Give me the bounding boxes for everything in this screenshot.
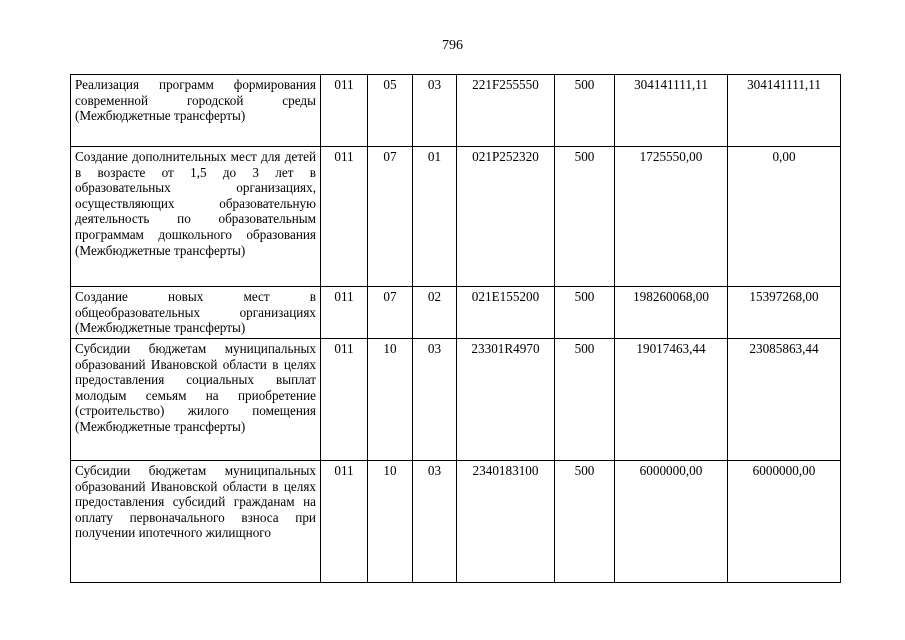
section-code-cell: 10 bbox=[368, 339, 413, 461]
amount-year1-cell: 198260068,00 bbox=[615, 287, 728, 339]
target-article-cell: 221F255550 bbox=[457, 75, 555, 147]
target-article-cell: 021E155200 bbox=[457, 287, 555, 339]
grbs-code-cell: 011 bbox=[321, 287, 368, 339]
section-code-cell: 07 bbox=[368, 287, 413, 339]
row-name-cell: Субсидии бюджетам муниципальных образований Ивановской области в целях предоставления социальных выплат молодым семьям на приобретение (строительство) жилого помещения (Межбюджетные трансферты) bbox=[71, 339, 321, 461]
grbs-code-cell: 011 bbox=[321, 147, 368, 287]
row-name-cell: Субсидии бюджетам муниципальных образований Ивановской области в целях предоставления субсидий гражданам на оплату первоначального взноса при получении ипотечного жилищного bbox=[71, 461, 321, 583]
row-name-cell: Создание новых мест в общеобразовательных организациях (Межбюджетные трансферты) bbox=[71, 287, 321, 339]
section-code-cell: 10 bbox=[368, 461, 413, 583]
amount-year1-cell: 304141111,11 bbox=[615, 75, 728, 147]
amount-year2-cell: 23085863,44 bbox=[728, 339, 841, 461]
expense-type-cell: 500 bbox=[555, 461, 615, 583]
amount-year1-cell: 6000000,00 bbox=[615, 461, 728, 583]
table-row bbox=[71, 75, 841, 147]
grbs-code-cell: 011 bbox=[321, 75, 368, 147]
subsection-code-cell: 01 bbox=[413, 147, 457, 287]
row-name-cell: Реализация программ формирования современной городской среды (Межбюджетные трансферты) bbox=[71, 75, 321, 147]
subsection-code-cell: 02 bbox=[413, 287, 457, 339]
section-code-cell: 07 bbox=[368, 147, 413, 287]
subsection-code-cell: 03 bbox=[413, 461, 457, 583]
expense-type-cell: 500 bbox=[555, 339, 615, 461]
expense-type-cell: 500 bbox=[555, 147, 615, 287]
expense-type-cell: 500 bbox=[555, 287, 615, 339]
target-article-cell: 2340183100 bbox=[457, 461, 555, 583]
expense-type-cell: 500 bbox=[555, 75, 615, 147]
table-row bbox=[71, 287, 841, 339]
target-article-cell: 23301R4970 bbox=[457, 339, 555, 461]
budget-table bbox=[70, 74, 841, 583]
page-number: 796 bbox=[442, 38, 463, 53]
amount-year1-cell: 19017463,44 bbox=[615, 339, 728, 461]
subsection-code-cell: 03 bbox=[413, 339, 457, 461]
section-code-cell: 05 bbox=[368, 75, 413, 147]
amount-year2-cell: 0,00 bbox=[728, 147, 841, 287]
amount-year2-cell: 304141111,11 bbox=[728, 75, 841, 147]
grbs-code-cell: 011 bbox=[321, 339, 368, 461]
grbs-code-cell: 011 bbox=[321, 461, 368, 583]
table-row bbox=[71, 461, 841, 583]
row-name-cell: Создание дополнительных мест для детей в возрасте от 1,5 до 3 лет в образовательных организациях, осуществляющих образовательную деятельность по образовательным программам дошкольного образования (Межбюджетные трансферты) bbox=[71, 147, 321, 287]
table-row bbox=[71, 339, 841, 461]
target-article-cell: 021P252320 bbox=[457, 147, 555, 287]
amount-year1-cell: 1725550,00 bbox=[615, 147, 728, 287]
amount-year2-cell: 6000000,00 bbox=[728, 461, 841, 583]
subsection-code-cell: 03 bbox=[413, 75, 457, 147]
table-row bbox=[71, 147, 841, 287]
amount-year2-cell: 15397268,00 bbox=[728, 287, 841, 339]
